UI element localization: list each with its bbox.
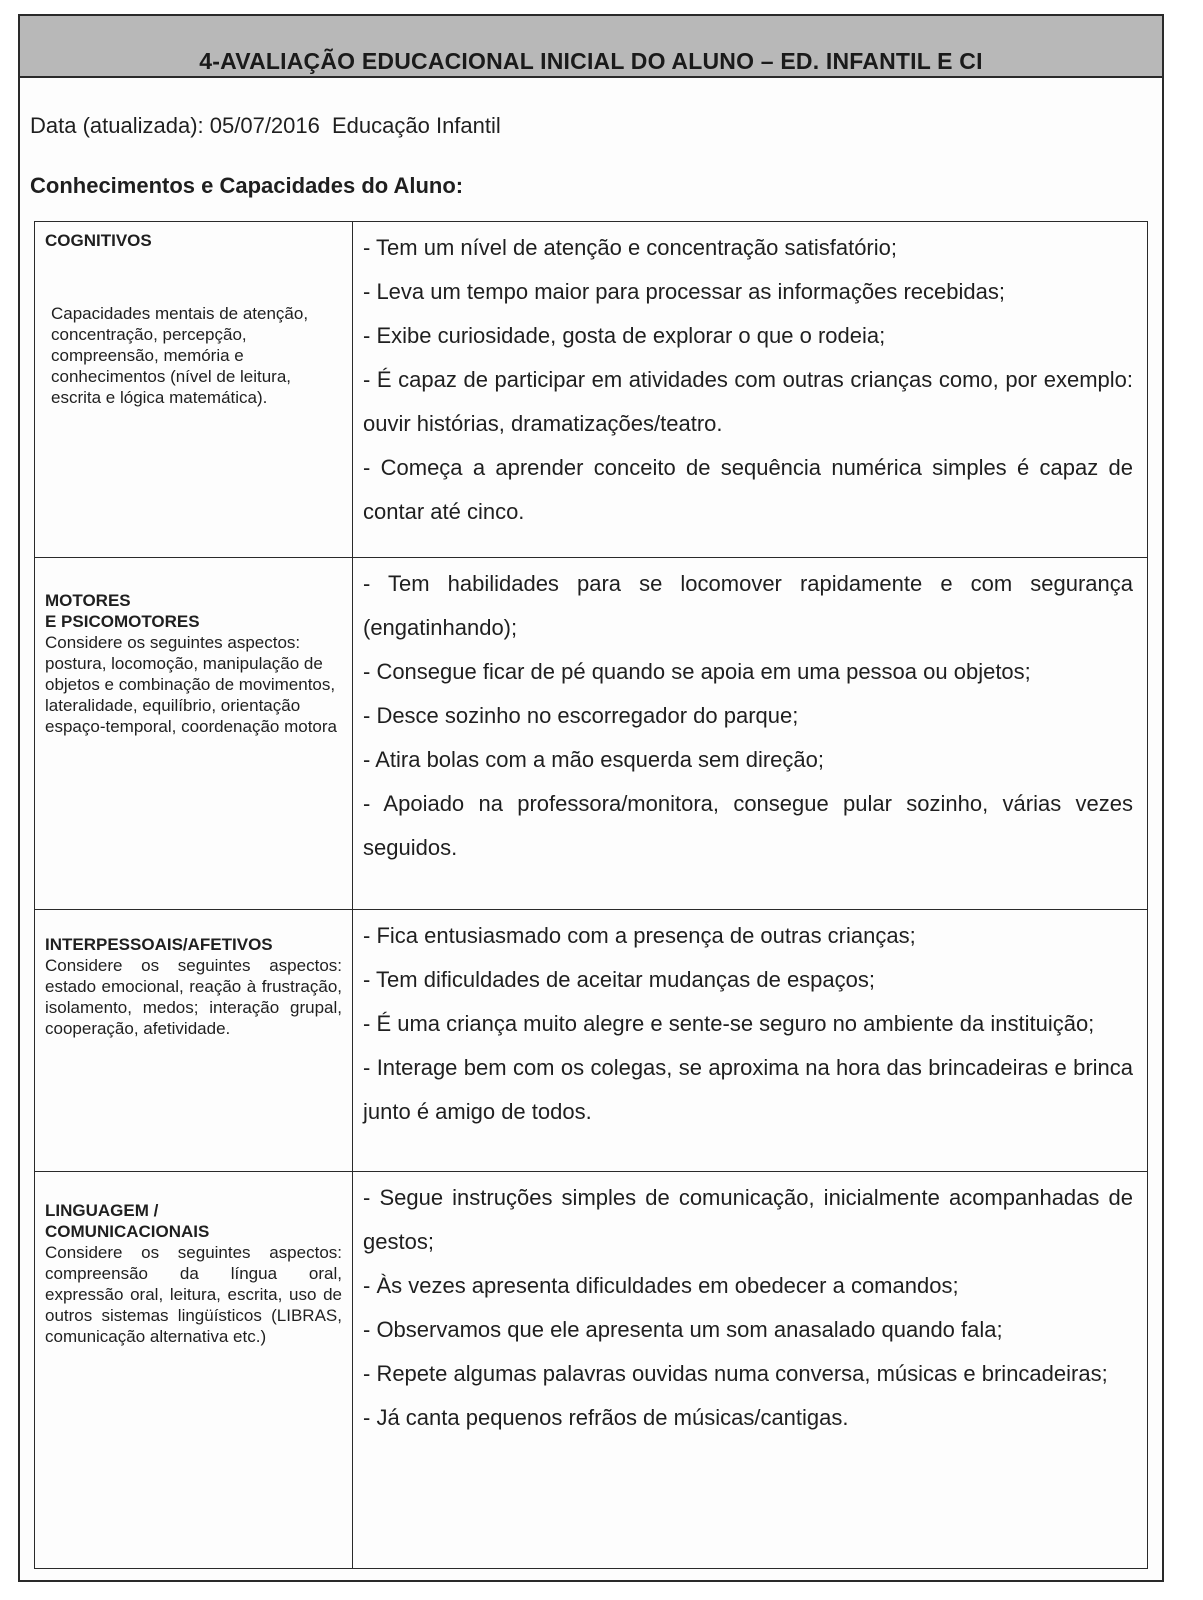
category-cell	[35, 910, 353, 1171]
observation-item: - Desce sozinho no escorregador do parque;	[363, 703, 799, 728]
observation-item: - Atira bolas com a mão esquerda sem direção;	[363, 747, 825, 772]
table-row-interpersonal	[35, 910, 1147, 1172]
observation-item: - Apoiado na professora/monitora, consegue pular sozinho, várias vezes seguidos.	[363, 791, 1133, 860]
category-cell	[35, 1172, 353, 1568]
table-row-language	[35, 1172, 1147, 1568]
observation-item: - Tem dificuldades de aceitar mudanças de espaços;	[363, 967, 875, 992]
education-level: Educação Infantil	[332, 113, 501, 138]
category-description: Capacidades mentais de atenção, concentração, percepção, compreensão, memória e conhecimentos (nível de leitura, escrita e lógica matemática).	[51, 304, 309, 407]
date-line	[30, 113, 507, 139]
section-heading: Conhecimentos e Capacidades do Aluno:	[30, 173, 464, 198]
observation-item: - Tem habilidades para se locomover rapidamente e com segurança (engatinhando);	[363, 571, 1133, 640]
observation-item: - Tem um nível de atenção e concentração satisfatório;	[363, 235, 897, 260]
assessment-table	[34, 221, 1148, 1569]
category-cell	[35, 558, 353, 909]
observations-cell	[353, 558, 1147, 909]
table-row-motor	[35, 558, 1147, 910]
observation-item: - Começa a aprender conceito de sequência numérica simples é capaz de contar até cinco.	[363, 455, 1133, 524]
observation-item: - Às vezes apresenta dificuldades em obedecer a comandos;	[363, 1273, 959, 1298]
category-description: Considere os seguintes aspectos: estado emocional, reação à frustração, isolamento, medos; interação grupal, cooperação, afetividade.	[45, 956, 342, 1038]
page-title: 4-AVALIAÇÃO EDUCACIONAL INICIAL DO ALUNO – ED. INFANTIL E CI	[199, 48, 983, 74]
observation-item: - Exibe curiosidade, gosta de explorar o que o rodeia;	[363, 323, 886, 348]
category-title: LINGUAGEM / COMUNICACIONAIS	[45, 1201, 210, 1241]
evaluation-form	[18, 14, 1164, 1582]
observation-item: - É capaz de participar em atividades com outras crianças como, por exemplo: ouvir histórias, dramatizações/teatro.	[363, 367, 1133, 436]
observation-item: - Interage bem com os colegas, se aproxima na hora das brincadeiras e brinca junto é amigo de todos.	[363, 1055, 1133, 1124]
category-title: MOTORES E PSICOMOTORES	[45, 591, 200, 631]
title-bar	[20, 16, 1162, 78]
table-row-cognitive	[35, 222, 1147, 558]
observation-item: - Segue instruções simples de comunicação, inicialmente acompanhadas de gestos;	[363, 1185, 1133, 1254]
category-description: Considere os seguintes aspectos: compreensão da língua oral, expressão oral, leitura, escrita, uso de outros sistemas lingüísticos (LIBRAS, comunicação alternativa etc.)	[45, 1243, 342, 1346]
category-description: Considere os seguintes aspectos: postura, locomoção, manipulação de objetos e combinação de movimentos, lateralidade, equilíbrio, orientação espaço-temporal, coordenação motora	[45, 633, 337, 736]
observation-item: - Fica entusiasmado com a presença de outras crianças;	[363, 923, 916, 948]
category-title: COGNITIVOS	[45, 231, 152, 250]
observations-cell	[353, 910, 1147, 1171]
observation-item: - Já canta pequenos refrãos de músicas/cantigas.	[363, 1405, 849, 1430]
observation-item: - Leva um tempo maior para processar as informações recebidas;	[363, 279, 1005, 304]
observations-cell	[353, 222, 1147, 557]
date-label: Data (atualizada): 05/07/2016	[30, 113, 320, 138]
observation-item: - Observamos que ele apresenta um som anasalado quando fala;	[363, 1317, 1003, 1342]
observation-item: - Consegue ficar de pé quando se apoia em uma pessoa ou objetos;	[363, 659, 1031, 684]
observation-item: - Repete algumas palavras ouvidas numa conversa, músicas e brincadeiras;	[363, 1361, 1108, 1386]
category-title: INTERPESSOAIS/AFETIVOS	[45, 935, 273, 954]
observation-item: - É uma criança muito alegre e sente-se seguro no ambiente da instituição;	[363, 1011, 1095, 1036]
category-cell	[35, 222, 353, 557]
observations-cell	[353, 1172, 1147, 1568]
